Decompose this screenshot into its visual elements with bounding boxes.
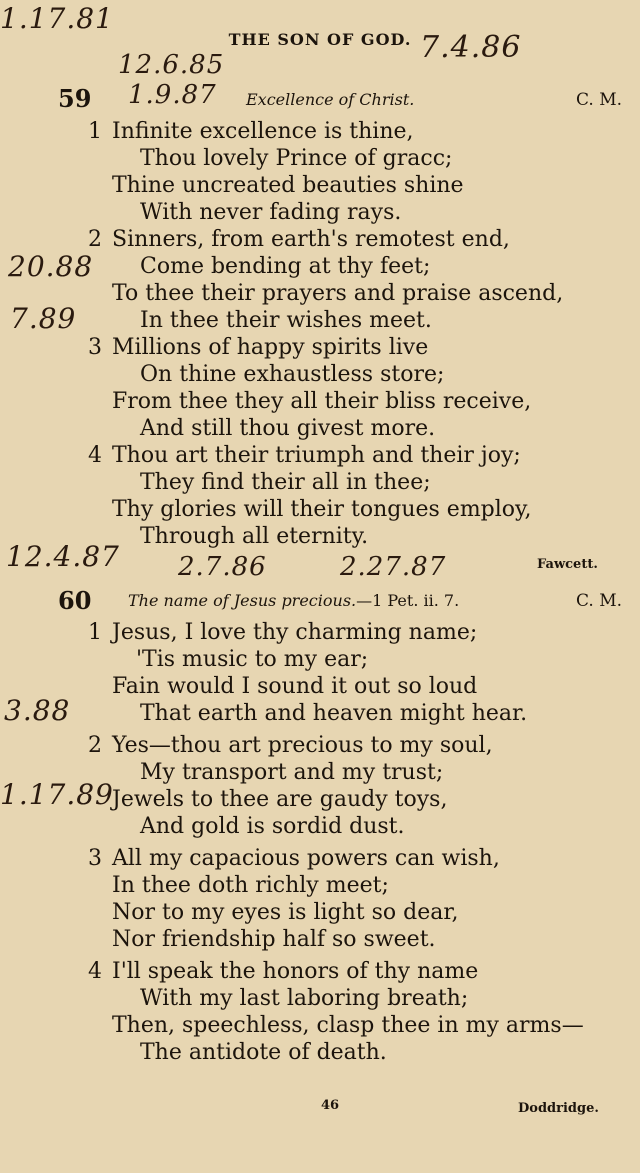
handwritten-date-left-2: 7.89 (10, 302, 77, 335)
hymn-59-author: Fawcett. (537, 557, 598, 572)
handwritten-date-h59: 1.9.87 (128, 80, 217, 110)
handwritten-date-left-1: 20.88 (8, 250, 94, 283)
page-header: THE SON OF GOD. (228, 30, 412, 49)
line-text: Millions of happy spirits live (112, 335, 429, 360)
verse-line: Through all eternity. (140, 524, 369, 549)
verse-line: They find their all in thee; (140, 470, 431, 495)
verse-number: 1 (88, 620, 102, 645)
verse-line: On thine exhaustless store; (140, 362, 445, 387)
hymn-60-reference: —1 Pet. ii. 7. (356, 591, 460, 610)
verse-line: Thou lovely Prince of gracc; (140, 146, 453, 171)
verse (88, 958, 584, 1066)
verse-line (88, 845, 584, 872)
hymn-60-title: The name of Jesus precious. (128, 591, 357, 610)
verse-line: Jewels to thee are gaudy toys, (112, 787, 448, 812)
line-text: Yes—thou art precious to my soul, (112, 733, 493, 758)
verse-line: Thine uncreated beauties shine (112, 173, 464, 198)
verse-line: Then, speechless, clasp thee in my arms— (112, 1013, 584, 1038)
line-text: Sinners, from earth's remotest end, (112, 227, 510, 252)
verse-line: Come bending at thy feet; (140, 254, 431, 279)
verse (88, 226, 563, 334)
verse-line (88, 118, 563, 145)
verse-number: 2 (88, 733, 102, 758)
verse-number: 2 (88, 227, 102, 252)
verse-line: Fain would I sound it out so loud (112, 674, 478, 699)
verse-line: With my last laboring breath; (140, 986, 469, 1011)
verse (88, 442, 563, 550)
verse-line (88, 442, 563, 469)
handwritten-date-mid-1: 2.7.86 (178, 552, 267, 582)
verse-line: Nor friendship half so sweet. (112, 927, 436, 952)
verse-line: My transport and my trust; (140, 760, 444, 785)
verse-number: 3 (88, 846, 102, 871)
verse-number: 4 (88, 443, 102, 468)
verse-line: The antidote of death. (140, 1040, 387, 1065)
line-text: I'll speak the honors of thy name (112, 959, 479, 984)
hymn-60-meter: C. M. (576, 591, 623, 611)
verse-line: 'Tis music to my ear; (136, 647, 369, 672)
verse-line: And still thou givest more. (140, 416, 436, 441)
handwritten-date-left-5: 1.17.89 (0, 778, 114, 811)
verse-line: In thee their wishes meet. (140, 308, 432, 333)
verse-line: And gold is sordid dust. (140, 814, 405, 839)
page-number: 46 (321, 1098, 340, 1113)
line-text: Jesus, I love thy charming name; (112, 620, 478, 645)
verse (88, 118, 563, 226)
handwritten-date-top-left: 1.17.81 (0, 2, 114, 35)
handwritten-date-left-4: 3.88 (4, 694, 71, 727)
hymn-59-title: Excellence of Christ. (246, 90, 415, 109)
verse-line: Thy glories will their tongues employ, (112, 497, 532, 522)
line-text: Thou art their triumph and their joy; (112, 443, 521, 468)
verse (88, 845, 584, 953)
verse-line: That earth and heaven might hear. (140, 701, 528, 726)
verse (88, 619, 584, 727)
verse-line: In thee doth richly meet; (112, 873, 389, 898)
hymn-60-heading (128, 591, 459, 610)
verse-line (88, 226, 563, 253)
verse-line (88, 958, 584, 985)
hymn-60-body (88, 619, 584, 1066)
hymn-60-number: 60 (58, 586, 92, 615)
line-text: All my capacious powers can wish, (112, 846, 500, 871)
verse-line (88, 334, 563, 361)
hymn-60-author: Doddridge. (518, 1101, 599, 1116)
verse-line: Nor to my eyes is light so dear, (112, 900, 459, 925)
verse-number: 3 (88, 335, 102, 360)
hymn-59-number: 59 (58, 84, 92, 113)
verse-line (88, 619, 584, 646)
verse (88, 732, 584, 840)
verse-line: From thee they all their bliss receive, (112, 389, 532, 414)
handwritten-date-mid-2: 2.27.87 (340, 552, 447, 582)
verse (88, 334, 563, 442)
handwritten-date-top-right: 7.4.86 (420, 30, 522, 65)
handwritten-date-top-center: 12.6.85 (118, 50, 225, 80)
hymn-59-body (88, 118, 563, 550)
verse-line (88, 732, 584, 759)
verse-line: With never fading rays. (140, 200, 402, 225)
handwritten-date-left-3: 12.4.87 (6, 540, 120, 573)
hymn-59-meter: C. M. (576, 90, 623, 110)
verse-number: 4 (88, 959, 102, 984)
verse-number: 1 (88, 119, 102, 144)
verse-line: To thee their prayers and praise ascend, (112, 281, 564, 306)
line-text: Infinite excellence is thine, (112, 119, 414, 144)
